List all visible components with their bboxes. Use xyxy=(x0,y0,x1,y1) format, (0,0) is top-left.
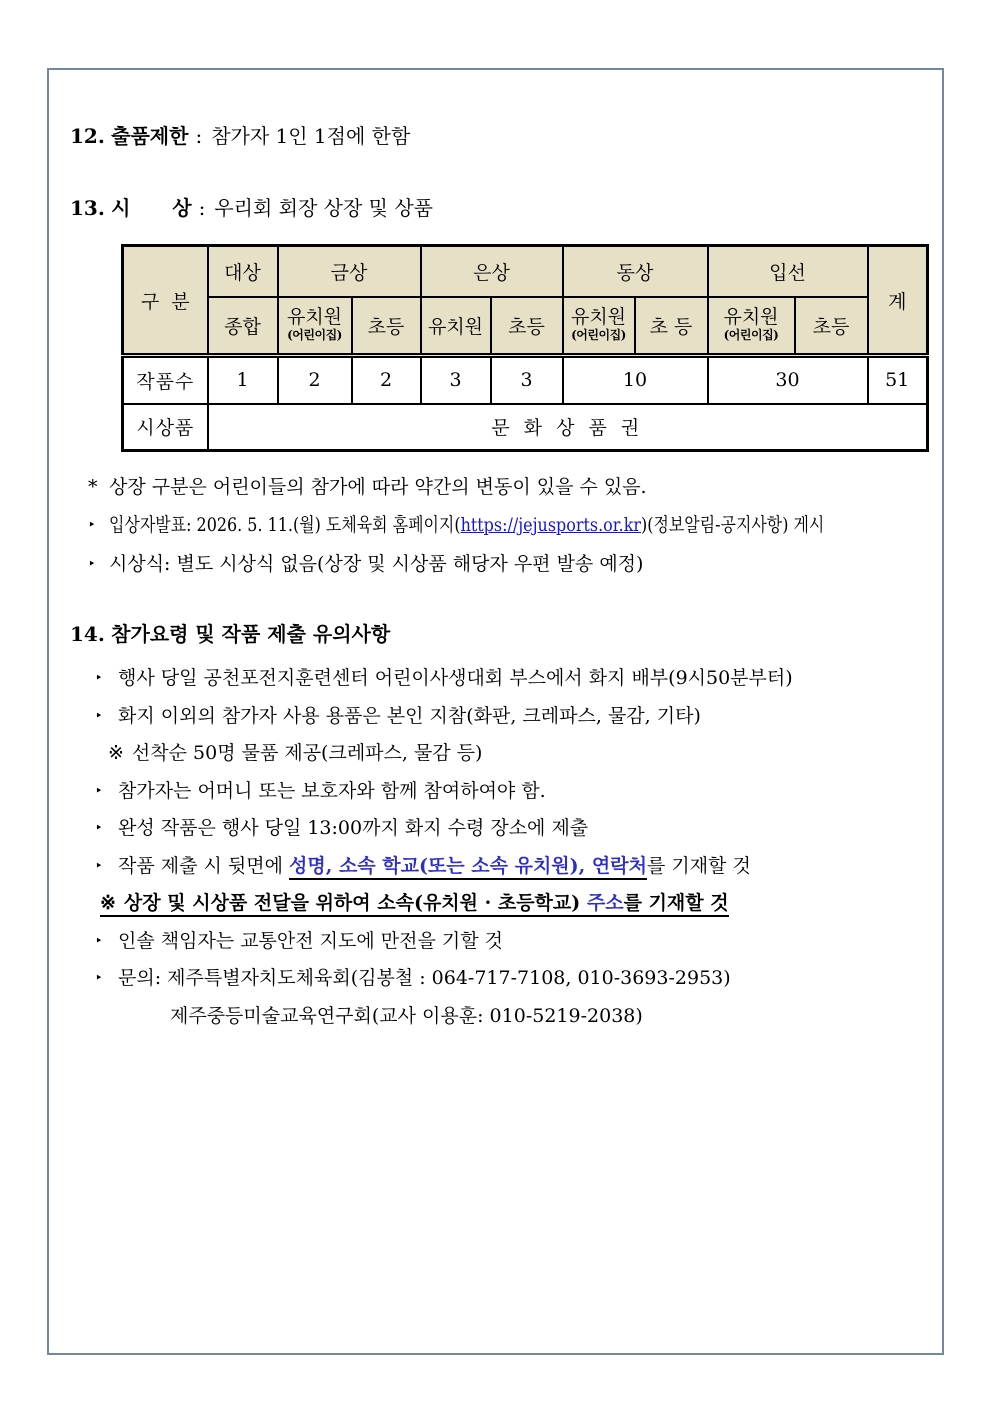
section-13-heading xyxy=(70,194,944,222)
section-12-body: 참가자 1인 1점에 한함 xyxy=(211,124,411,148)
note-ceremony xyxy=(88,545,944,584)
item-supplies-text: 화지 이외의 참가자 사용 용품은 본인 지참(화판, 크레파스, 물감, 기타) xyxy=(118,704,701,727)
item-first-come xyxy=(108,735,944,773)
count-mention: 30 xyxy=(708,356,868,404)
section-13-body: 우리회 회장 상장 및 상품 xyxy=(214,196,433,220)
table-notes xyxy=(88,468,944,584)
kindergarten-label: 유치원 xyxy=(723,306,779,329)
item-contact-1 xyxy=(95,960,944,998)
section-14-title: 참가요령 및 작품 제출 유의사항 xyxy=(111,622,391,646)
announcement-suffix: )(정보알림-공지사항) 게시 xyxy=(641,514,825,536)
kindergarten-label: 유치원 xyxy=(286,306,343,329)
triangle-bullet-icon: ‣ xyxy=(95,671,103,686)
table-header-honorable-mention: 입선 xyxy=(708,246,868,297)
reference-mark-icon: ※ xyxy=(108,742,124,764)
document-content xyxy=(47,68,944,1035)
item-address-note xyxy=(100,885,944,923)
table-subheader-gold-kindergarten xyxy=(278,297,352,356)
item-supplies xyxy=(95,698,944,736)
item-paper-handout-text: 행사 당일 공천포전지훈련센터 어린이사생대회 부스에서 화지 배부(9시50분부터) xyxy=(118,667,793,689)
table-header-grand-prize: 대상 xyxy=(208,246,278,297)
note-certificate-change-text: 상장 구분은 어린이들의 참가에 따라 약간의 변동이 있을 수 있음. xyxy=(109,476,647,498)
triangle-bullet-icon: ‣ xyxy=(95,783,103,799)
daycare-label: (어린이집) xyxy=(287,328,342,343)
award-table xyxy=(121,244,929,452)
item-contact-2 xyxy=(170,998,944,1036)
table-subheader-gold-elementary: 초등 xyxy=(352,297,421,356)
triangle-bullet-icon: ‣ xyxy=(95,858,103,874)
section-13-colon: : xyxy=(198,196,206,220)
artwork-count-label: 작품수 xyxy=(123,356,208,404)
kindergarten-label: 유치원 xyxy=(570,306,627,329)
item-address-keyword: 주소 xyxy=(586,892,624,914)
table-subheader-silver-kindergarten: 유치원 xyxy=(421,297,491,356)
homepage-link[interactable]: https://jejusports.or.kr xyxy=(460,514,642,536)
section-12-colon: : xyxy=(195,124,203,148)
item-address-underlined xyxy=(100,892,729,917)
daycare-label: (어린이집) xyxy=(571,328,626,343)
count-silver-elementary: 3 xyxy=(491,356,563,404)
table-subheader-mention-kindergarten xyxy=(708,297,795,356)
prize-label: 시상품 xyxy=(123,404,208,451)
triangle-bullet-icon: ‣ xyxy=(95,821,103,836)
note-certificate-change xyxy=(88,468,944,506)
reference-mark-icon: ※ xyxy=(100,892,116,914)
count-total: 51 xyxy=(868,356,928,404)
item-first-come-text: 선착순 50명 물품 제공(크레파스, 물감 등) xyxy=(131,742,483,764)
table-row-prize xyxy=(123,404,928,451)
section-13-number: 13. xyxy=(70,196,105,220)
item-deadline xyxy=(95,810,944,848)
announcement-prefix: 입상자발표: 2026. 5. 11.(월) 도체육회 홈페이지( xyxy=(109,514,461,536)
item-backside-info xyxy=(95,848,944,886)
count-gold-elementary: 2 xyxy=(352,356,421,404)
triangle-bullet-icon: ‣ xyxy=(88,518,96,533)
item-traffic xyxy=(95,923,944,961)
section-13-title: 시 상 xyxy=(111,196,192,220)
table-header-total: 계 xyxy=(868,246,928,356)
item-paper-handout xyxy=(95,660,944,698)
item-traffic-text: 인솔 책임자는 교통안전 지도에 만전을 기할 것 xyxy=(118,929,503,952)
table-header-bronze-prize: 동상 xyxy=(563,246,708,297)
section-12-title: 출품제한 xyxy=(111,124,189,148)
table-header-gold-prize: 금상 xyxy=(278,246,421,297)
triangle-bullet-icon: ‣ xyxy=(95,708,103,724)
item-backside-required-fields: 성명, 소속 학교(또는 소속 유치원), 연락처 xyxy=(289,855,647,880)
item-contact-2-text: 제주중등미술교육연구회(교사 이용훈: 010-5219-2038) xyxy=(170,1004,643,1027)
section-12-number: 12. xyxy=(70,124,105,148)
table-subheader-bronze-elementary: 초 등 xyxy=(635,297,708,356)
item-address-pre: 상장 및 시상품 전달을 위하여 소속(유치원 · 초등학교) xyxy=(123,892,587,914)
count-silver-kindergarten: 3 xyxy=(421,356,491,404)
section-14-items xyxy=(95,660,944,1035)
section-14-heading xyxy=(70,620,944,648)
asterisk-marker: * xyxy=(88,476,98,498)
table-subheader-mention-elementary: 초등 xyxy=(795,297,868,356)
count-grand: 1 xyxy=(208,356,278,404)
prize-value: 문 화 상 품 권 xyxy=(208,404,928,451)
count-bronze: 10 xyxy=(563,356,708,404)
daycare-label: (어린이집) xyxy=(723,328,779,343)
table-header-silver-prize: 은상 xyxy=(421,246,563,297)
table-subheader-overall: 종합 xyxy=(208,297,278,356)
item-contact-1-text: 문의: 제주특별자치도체육회(김봉철 : 064-717-7108, 010-3693-2953) xyxy=(118,967,731,989)
note-winner-announcement-text xyxy=(109,506,824,544)
count-gold-kindergarten: 2 xyxy=(278,356,352,404)
item-guardian xyxy=(95,773,944,811)
item-deadline-text: 완성 작품은 행사 당일 13:00까지 화지 수령 장소에 제출 xyxy=(118,817,589,839)
triangle-bullet-icon: ‣ xyxy=(88,557,96,572)
note-ceremony-text: 시상식: 별도 시상식 없음(상장 및 시상품 해당자 우편 발송 예정) xyxy=(109,553,644,575)
item-backside-post: 를 기재할 것 xyxy=(646,854,751,877)
item-guardian-text: 참가자는 어머니 또는 보호자와 함께 참여하여야 함. xyxy=(118,779,546,802)
item-address-post: 를 기재할 것 xyxy=(623,892,729,914)
section-14-number: 14. xyxy=(70,622,105,646)
item-backside-pre: 작품 제출 시 뒷면에 xyxy=(118,854,289,877)
table-subheader-bronze-kindergarten xyxy=(563,297,635,356)
note-winner-announcement xyxy=(88,506,944,545)
table-subheader-silver-elementary: 초등 xyxy=(491,297,563,356)
table-row-artwork-count xyxy=(123,356,928,404)
triangle-bullet-icon: ‣ xyxy=(95,933,103,949)
table-header-category: 구 분 xyxy=(123,246,208,356)
section-12-heading xyxy=(70,122,944,150)
triangle-bullet-icon: ‣ xyxy=(95,971,103,986)
